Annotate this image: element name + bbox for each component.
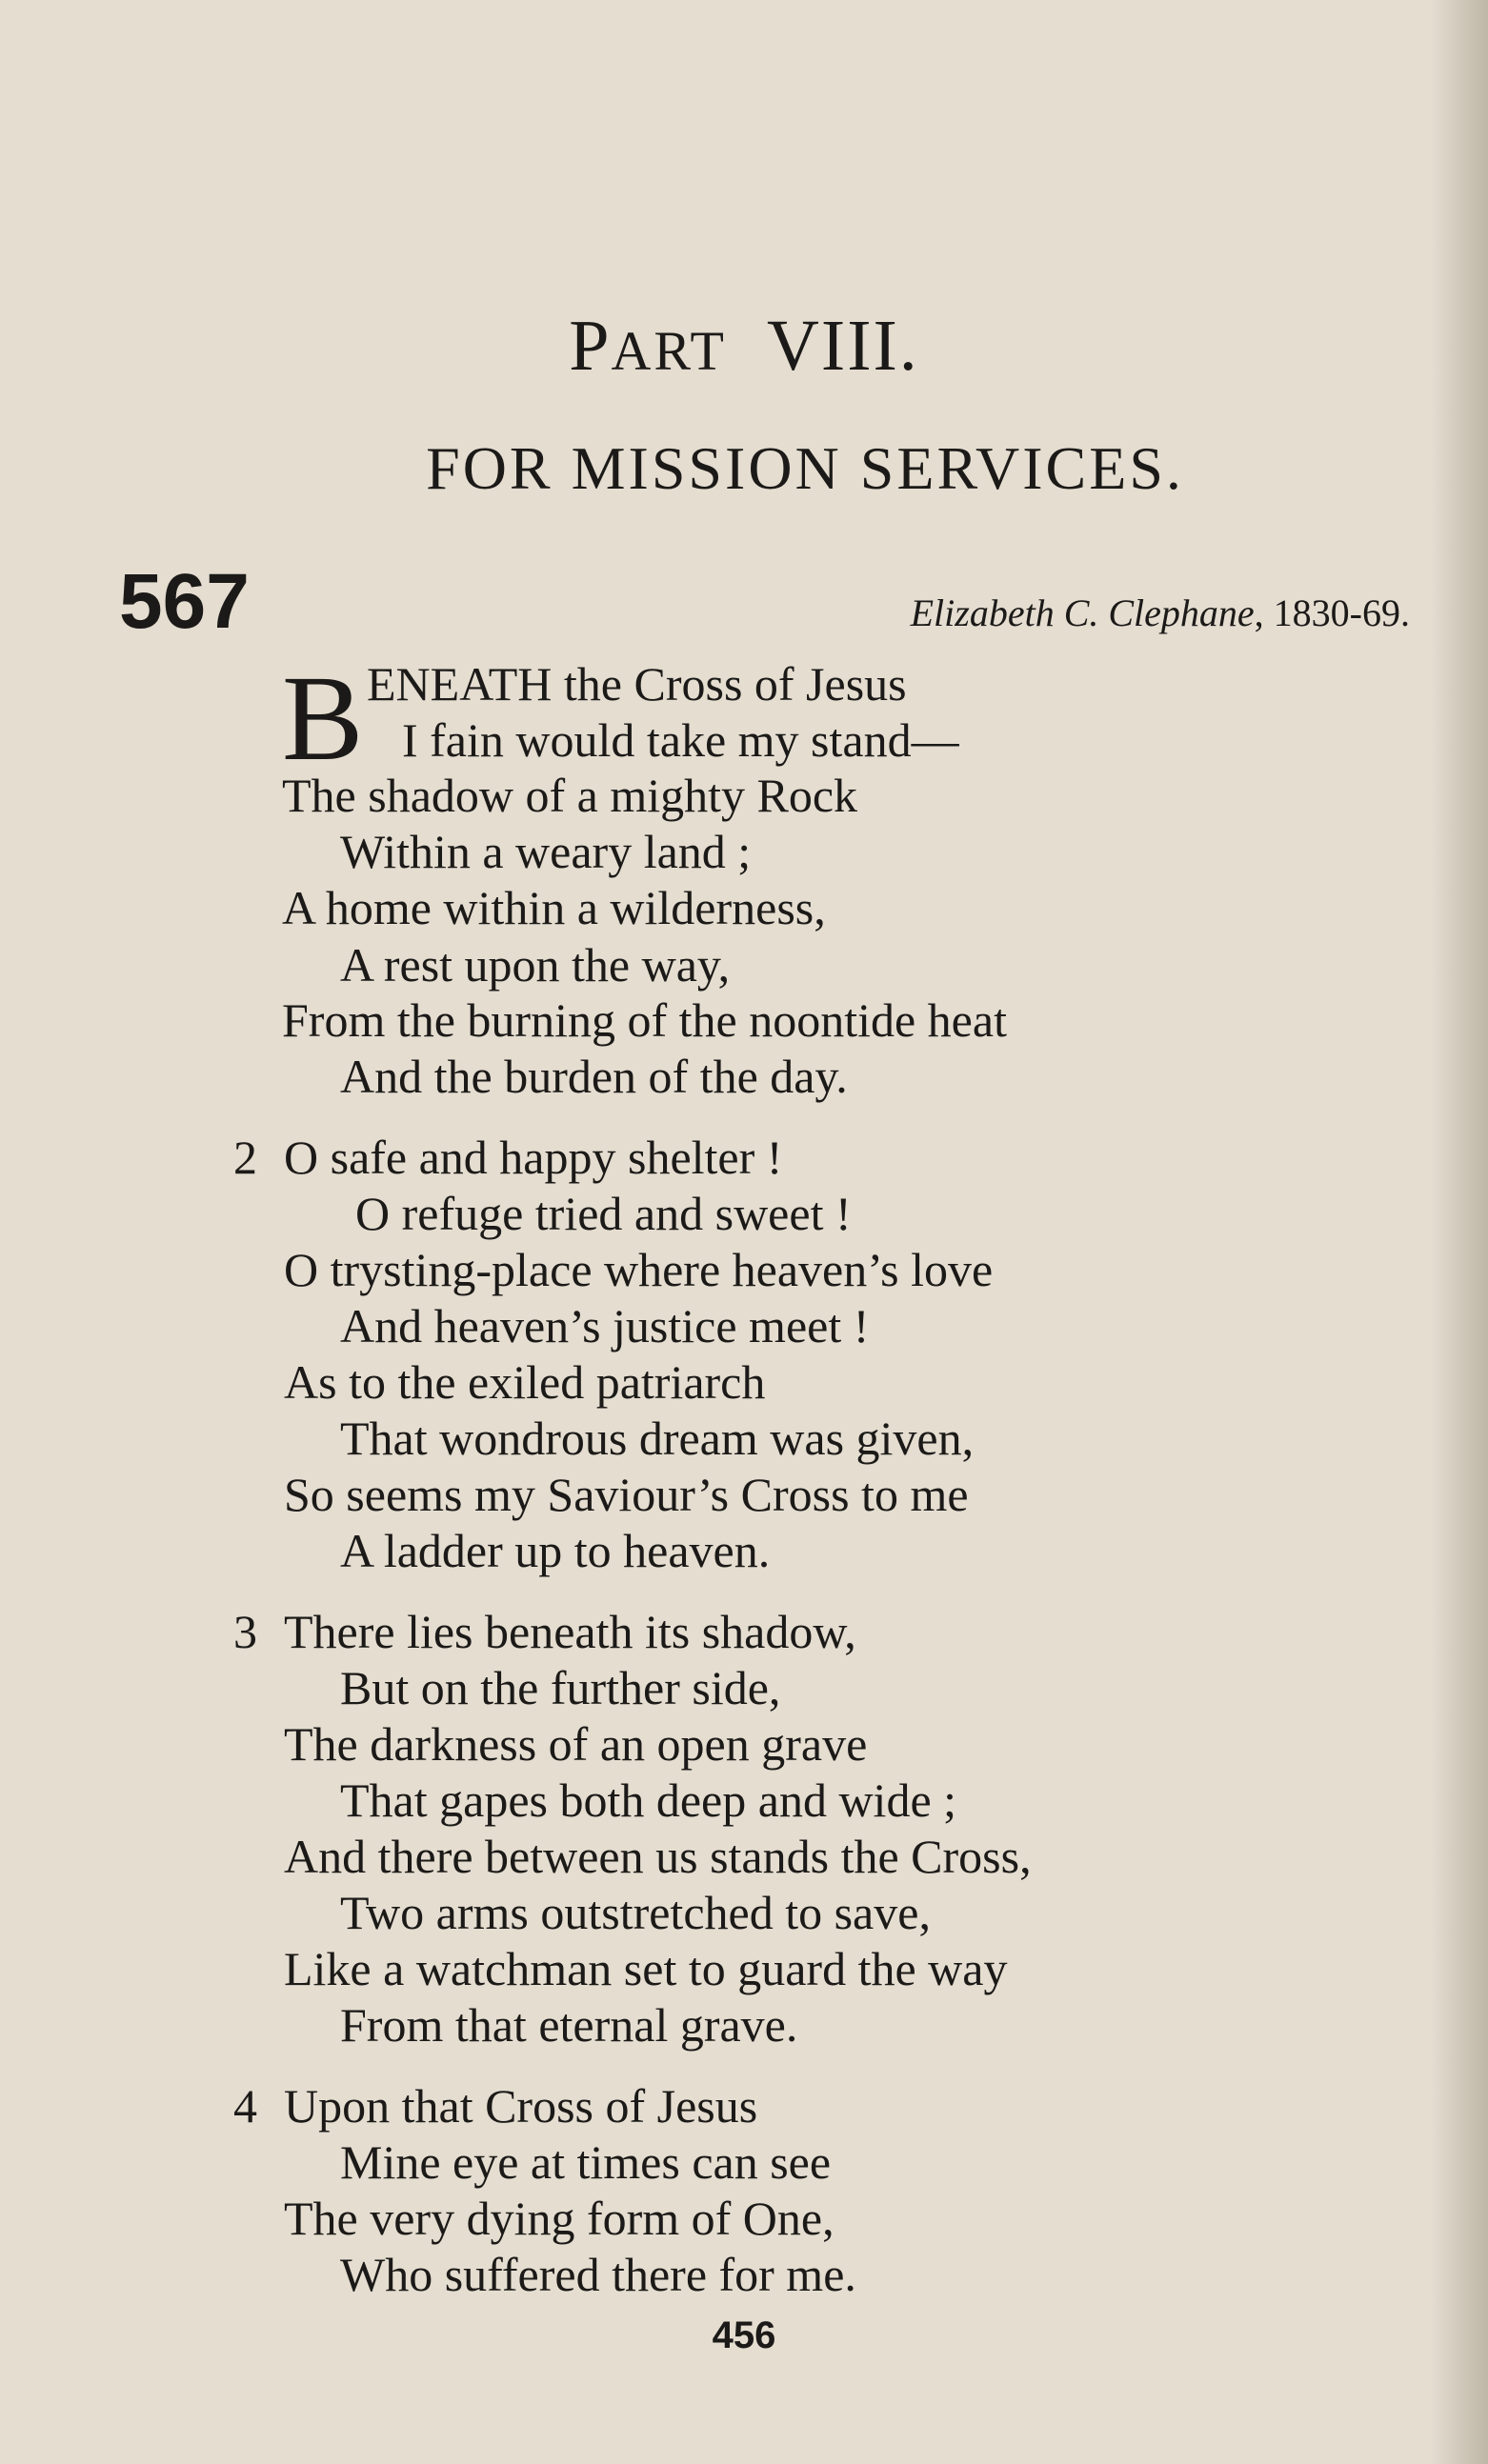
page-number: 456 [712, 2314, 776, 2356]
hymn-line: That wondrous dream was given, [340, 1412, 975, 1465]
hymn-line: The very dying form of One, [284, 2192, 834, 2245]
part-numeral: VIII. [767, 306, 919, 386]
author-attribution [911, 591, 1410, 635]
hymn-line: A ladder up to heaven. [340, 1524, 771, 1577]
hymn-line: Who suffered there for me. [340, 2248, 856, 2301]
drop-cap: B [282, 651, 364, 786]
hymn-line: Within a weary land ; [340, 825, 752, 878]
hymn-line: From that eternal grave. [340, 1998, 798, 2052]
hymn-line: That gapes both deep and wide ; [340, 1773, 957, 1827]
author-dates: , 1830-69. [1254, 591, 1410, 634]
verse-number: 2 [233, 1131, 257, 1184]
part-prefix: P [569, 306, 612, 386]
hymn-line: I fain would take my stand— [402, 713, 959, 767]
hymn-line: The darkness of an open grave [284, 1717, 868, 1771]
verse-number: 3 [233, 1605, 257, 1658]
hymn-line: And the burden of the day. [340, 1050, 848, 1103]
hymn-line: There lies beneath its shadow, [284, 1605, 856, 1658]
hymn-number: 567 [119, 558, 250, 645]
hymn-line: But on the further side, [340, 1661, 781, 1714]
hymn-line: A rest upon the way, [340, 938, 731, 992]
author-name: Elizabeth C. Clephane [910, 591, 1255, 634]
hymn-line: From the burning of the noontide heat [282, 993, 1007, 1047]
part-heading [0, 305, 1488, 388]
hymn-line: Two arms outstretched to save, [340, 1886, 931, 1939]
hymn-line: And there between us stands the Cross, [284, 1830, 1032, 1883]
hymn-line: Like a watchman set to guard the way [284, 1942, 1008, 1995]
hymn-line: Mine eye at times can see [340, 2135, 832, 2189]
hymn-line: The shadow of a mighty Rock [282, 769, 858, 822]
hymn-line: O trysting-place where heaven’s love [284, 1243, 994, 1296]
hymn-line: O refuge tried and sweet ! [355, 1187, 852, 1240]
part-small-caps: ART [611, 320, 727, 382]
hymn-line: So seems my Saviour’s Cross to me [284, 1468, 969, 1521]
section-title: FOR MISSION SERVICES. [426, 434, 1184, 502]
hymn-line: ENEATH the Cross of Jesus [367, 657, 907, 711]
hymn-line: A home within a wilderness, [282, 881, 826, 934]
verse-number: 4 [233, 2079, 257, 2133]
hymn-line: And heaven’s justice meet ! [340, 1299, 870, 1352]
hymn-line: Upon that Cross of Jesus [284, 2079, 758, 2133]
hymn-line: As to the exiled patriarch [284, 1355, 766, 1409]
hymn-line: O safe and happy shelter ! [284, 1131, 783, 1184]
